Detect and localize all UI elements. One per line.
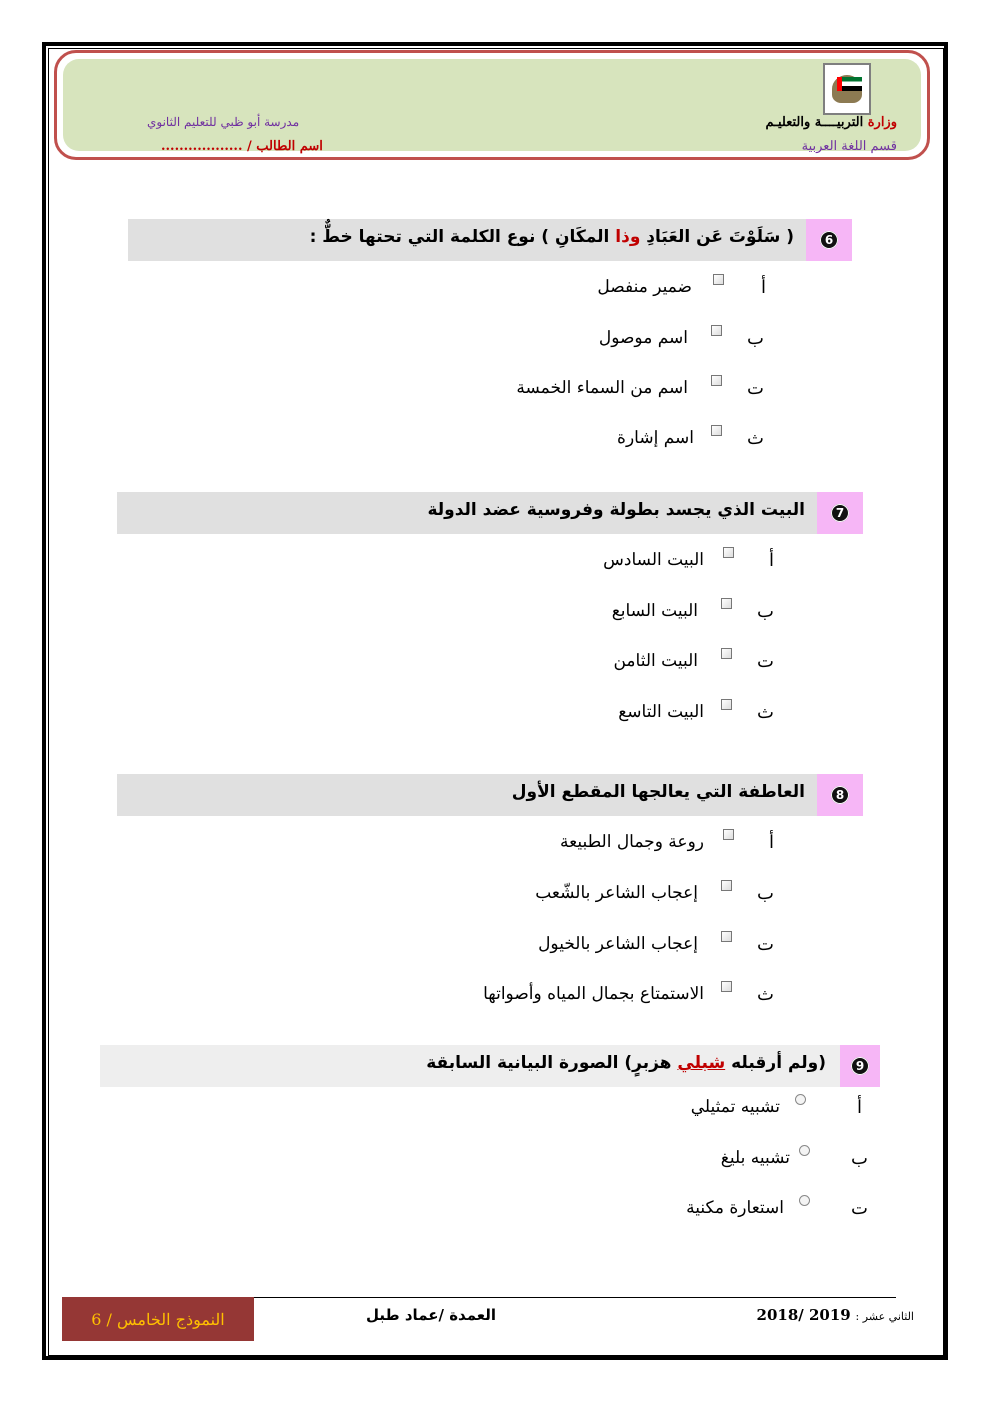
model-badge: النموذج الخامس / 6 [62,1297,254,1341]
option-7-b[interactable] [0,601,992,631]
question-7-text: البيت الذي يجسد بطولة وفروسية عضد الدولة [427,500,805,520]
checkbox[interactable] [711,425,722,436]
question-number-badge: 6 [820,231,838,249]
option-9-a[interactable] [0,1097,992,1127]
option-letter: أ [768,550,774,571]
option-8-d[interactable] [0,984,992,1014]
checkbox[interactable] [721,648,732,659]
student-name-label: اسم الطالب / .................. [161,139,323,154]
checkbox[interactable] [711,375,722,386]
question-9-number [840,1045,880,1087]
question-number-badge: 7 [831,504,849,522]
checkbox[interactable] [711,325,722,336]
question-6-number [806,219,852,261]
option-letter: ب [851,1148,868,1169]
option-text: إعجاب الشاعر بالخيول [538,934,698,954]
checkbox[interactable] [721,931,732,942]
option-letter: ت [747,378,764,399]
option-6-d[interactable] [0,428,992,458]
uae-emblem-icon [823,63,871,115]
option-6-b[interactable] [0,328,992,358]
option-8-c[interactable] [0,934,992,964]
option-letter: ب [757,883,774,904]
question-6-bar [128,219,852,261]
option-letter: ب [747,328,764,349]
option-text: البيت السابع [611,601,698,621]
option-letter: ت [851,1198,868,1219]
option-9-c[interactable] [0,1198,992,1228]
option-text: تشبيه تمثيلي [690,1097,780,1117]
grade-label: الثاني عشر : [855,1310,914,1323]
question-9-bar [100,1045,880,1087]
option-6-c[interactable] [0,378,992,408]
checkbox[interactable] [721,598,732,609]
question-7-number [817,492,863,534]
checkbox[interactable] [721,699,732,710]
option-text: استعارة مكنية [686,1198,784,1218]
option-text: الاستمتاع بجمال المياه وأصواتها [483,984,704,1004]
option-text: البيت السادس [603,550,704,570]
option-text: اسم إشارة [617,428,694,448]
option-letter: ب [757,601,774,622]
checkbox[interactable] [713,274,724,285]
option-text: البيت التاسع [618,702,704,722]
radio-button[interactable] [799,1145,810,1156]
option-8-a[interactable] [0,832,992,862]
option-text: تشبيه بليغ [720,1148,790,1168]
question-8-bar [117,774,863,816]
option-text: ضمير منفصل [597,277,692,297]
question-text-part: ( سَلَوْتَ عَن العَبَادِ [640,227,794,247]
option-text: إعجاب الشاعر بالشّعب [535,883,698,903]
question-text-part: المكَانِ ) نوع الكلمة التي تحتها خطٌّ : [309,227,616,247]
checkbox[interactable] [721,880,732,891]
question-8-number [817,774,863,816]
question-8-text: العاطفة التي يعالجها المقطع الأول [511,782,805,802]
option-letter: ت [757,934,774,955]
question-highlight-word: وذا [615,227,641,247]
ministry-name [766,115,897,130]
option-letter: أ [768,832,774,853]
option-6-a[interactable] [0,277,992,307]
option-7-c[interactable] [0,651,992,681]
ministry-rest: التربيــــة والتعليـم [765,115,864,130]
option-text: اسم موصول [598,328,688,348]
checkbox[interactable] [723,547,734,558]
header-panel [63,59,921,154]
teacher-name: العمدة /عماد طبل [366,1306,497,1324]
option-7-d[interactable] [0,702,992,732]
option-text: روعة وجمال الطبيعة [560,832,704,852]
question-number-badge: 8 [831,786,849,804]
checkbox[interactable] [723,829,734,840]
header [54,50,930,160]
option-8-b[interactable] [0,883,992,913]
question-7-bar [117,492,863,534]
school-name: مدرسة أبو ظبي للتعليم الثانوي [147,115,300,129]
department-name: قسم اللغة العربية [801,139,897,154]
question-text-part: هزبرٍ) الصورة البيانية السابقة [426,1053,678,1073]
option-letter: ث [757,702,774,723]
checkbox[interactable] [721,981,732,992]
academic-year: 2019 /2018 [756,1306,851,1324]
radio-button[interactable] [795,1094,806,1105]
option-letter: ث [757,984,774,1005]
question-number-badge: 9 [851,1057,869,1075]
question-highlight-word: شبلي [677,1053,726,1073]
flag-icon [837,77,862,91]
option-9-b[interactable] [0,1148,992,1178]
radio-button[interactable] [799,1195,810,1206]
option-letter: أ [760,277,766,298]
option-letter: أ [856,1097,862,1118]
question-6-text [310,227,794,247]
option-text: اسم من السماء الخمسة [516,378,688,398]
option-letter: ت [757,651,774,672]
term-info [757,1306,914,1324]
question-9-text [426,1053,826,1073]
question-text-part: (ولم أرقبله [725,1053,826,1073]
option-letter: ث [747,428,764,449]
option-text: البيت الثامن [613,651,698,671]
option-7-a[interactable] [0,550,992,580]
ministry-word: وزارة [867,115,897,130]
